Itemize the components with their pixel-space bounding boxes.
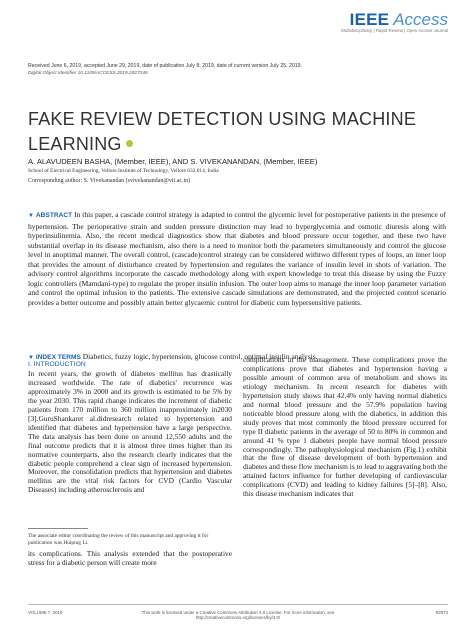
- logo-primary: IEEE: [349, 10, 390, 29]
- intro-left-column-continued: its complications. This analysis extended that the postoperative stress for a diabetic person will create more: [28, 549, 232, 567]
- index-terms-text: Diabetics, fuzzy logic, hypertension, glucose control, optimal insulin analysis.: [82, 352, 318, 361]
- paper-title-text: FAKE REVIEW DETECTION USING MACHINE LEARNING: [28, 109, 417, 154]
- orcid-icon[interactable]: [126, 140, 133, 147]
- logo-secondary: Access: [393, 10, 448, 29]
- footer-volume: VOLUME 7, 2019: [28, 610, 63, 615]
- ieee-access-logo: [341, 10, 448, 33]
- footer-page-number: 92973: [435, 610, 448, 615]
- logo-tagline: Multidisciplinary | Rapid Review | Open Access Journal: [341, 28, 448, 33]
- author-list: A. ALAVUDEEN BASHA, (Member, IEEE), AND S. VIVEKANANDAN, (Member, IEEE): [28, 157, 318, 166]
- abstract-block: [28, 210, 446, 307]
- triangle-icon: ▼: [28, 355, 34, 361]
- triangle-icon: ▼: [28, 213, 34, 219]
- intro-left-column: In recent years, the growth of diabetes mellitus has drastically increased worldwide. The rate of diabetics' recurrence was approximately 3% in 2000 and its growth is estimated to be 5% by the year 2030. This rapid change indicates the increment of diabetic patients from 170 million to 360 million inapproximately in2030 [3].GuruShankaret al.didresearch related to hypertension and identified that diabetes and hypertension have a large perspective. The data analysis has been done on around 12,550 adults and the final outcome predicts that it is almost three times higher than its normative counterparts, also the research clearly indicates that the diabetic people comprehend a clear sign of increased hypertension. Moreover, the consolidation predicts that hypertension and diabetes mellitus are the vital risk factors for CVD (Cardio Vascular Diseases) including atherosclerosis and: [28, 369, 232, 495]
- index-terms-label: INDEX TERMS: [35, 354, 81, 361]
- abstract-label: ABSTRACT: [35, 212, 73, 219]
- affiliation: School of Electrical Engineering, Vellore Institute of Technology, Vellore 632 014, India: [28, 168, 219, 174]
- corresponding-author: Corresponding author: S. Vivekanandan (svivekanandan@vit.ac.in): [28, 178, 191, 184]
- section-heading-introduction: I. INTRODUCTION: [28, 361, 86, 368]
- intro-right-column: complications in the management. These complications prove the complications prove that diabetes and hypertension having a possible amount of common area of metabolism and shows its etiology mechanism. In recent research for diabetes with hypertension study shows that 42.4% only having normal diabetics and normal blood pressure and the 57.9% population having noticeable blood pressure along with the diabetics, in addition this study proves that most commonly the blood pressure occurred for type II diabetic patients in the average of 50 to 80% in common and around 41 % type 1 diabetes people have normal blood pressure correspondingly. The pathophysiological mechanism (Fig.1) exhibit that the flow of disease development of both hypertension and diabetes and these flow mechanism is to lead to aggravating both the attained factors influence for further developing of cardiovascular complications (CVD) and leading to kidney failures [5]–[8]. Also, this disease mechanism indicates that: [243, 355, 447, 499]
- editor-footnote: The associate editor coordinating the review of this manuscript and approving it for publication was Huiping Li.: [28, 533, 209, 546]
- footer-license[interactable]: This work is licensed under a Creative Commons Attribution 4.0 License. For more information, see http://creativecommons.org/licenses/by/4.0/: [141, 610, 335, 620]
- abstract-text: In this paper, a cascade control strategy is adapted to control the glycemic level for postoperative patients in the presence of hypertension. The perioperative strain and sudden pressure distinction may lead to hyperglycemia and osmotic diuresis along with hyperinsulinemia. Also, the recent medical diagnostics show that diabetes and blood pressure occur together, and these two have substantial overlap in its disease mechanism, also there is a need to monitor both the parameters simultaneously and control the glucose level in anoptimal manner. The overall control, (cascade)control strategy can be considered withtwo different types of loops, an inner loop that provides the amount of disturbance created by hypertension and regulates the variance of insulin level in shots of variation. The advisory control algorithms incorporate the cascade methodology along with expert knowledge to treat this disease by using the Fuzzy logic controllers (Mamdani-type) to regulate the proper insulin infusion. The outer loop aims to manage the inner loop parameter variation and control the optimal infusion to the patients. The extensive cascade simulations are demonstrated, and the projected control scenario provides a better outcome and possibly attain better glycaemic control for diabetic cum hypersensitive patients.: [28, 210, 446, 307]
- doi-line: Digital Object Identifier 10.1109/ACCESS.2019.2927246: [28, 71, 148, 76]
- footnote-divider: [28, 528, 88, 529]
- footer-divider: [28, 604, 448, 605]
- publication-dates: Received June 6, 2019, accepted June 29, 2019, date of publication July 8, 2019, date of current version July 25, 2019.: [28, 63, 302, 69]
- paper-title: [28, 107, 448, 157]
